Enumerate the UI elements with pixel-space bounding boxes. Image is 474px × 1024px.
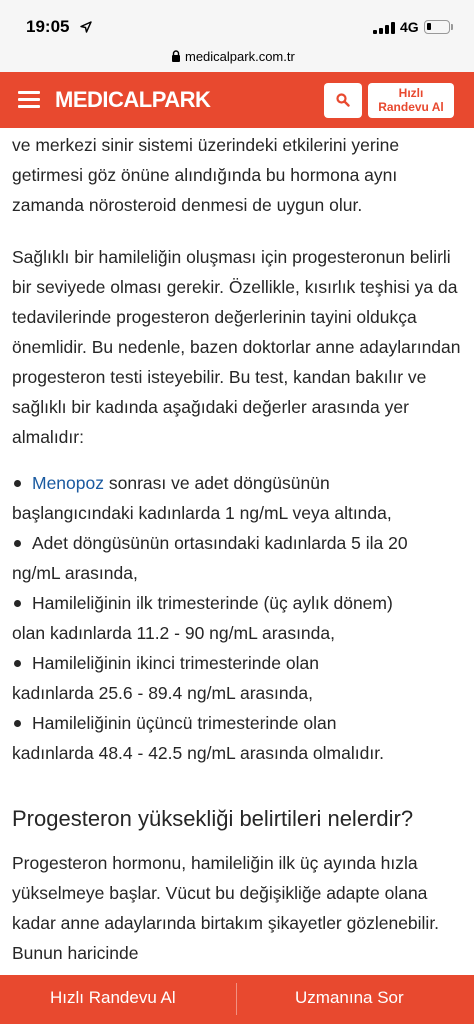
list-item: Adet döngüsünün ortasındaki kadınlarda 5 ila 20 ng/mL arasında, [12, 528, 464, 588]
list-item: Hamileliğinin ilk trimesterinde (üç aylık dönem) olan kadınlarda 11.2 - 90 ng/mL arasında, [12, 588, 464, 648]
quick-appointment-bottom-button[interactable]: Hızlı Randevu Al [50, 988, 176, 1007]
status-bar [0, 0, 474, 44]
lock-icon [171, 50, 181, 62]
divider [236, 983, 237, 1015]
article-paragraph: Sağlıklı bir hamileliğin oluşması için progesteronun belirli bir seviyede olması gerekir. Özellikle, kısırlık teşhisi ya da tedavilerinde progesteron değerlerinin tayini oldukça önemlidir. Bu nedenle, bazen doktorlar anne adaylarından progesteron testi isteyebilir. Bu test, kandan bakılır ve sağlıklı bir kadında aşağıdaki değerler arasında yer almalıdır: [12, 247, 461, 447]
search-button[interactable] [324, 83, 362, 118]
article-paragraph: Progesteron hormonu, hamileliğin ilk üç ayında hızla yükselmeye başlar. Vücut bu değişikliğe adapte olana kadar anne adaylarında birtakım şikayetler gözlenebilir. Bunun haricinde [12, 853, 440, 963]
menu-icon[interactable] [18, 91, 40, 109]
bottom-action-bar [0, 975, 474, 1024]
site-header [0, 72, 474, 128]
cellular-signal-icon [373, 22, 397, 34]
location-arrow-icon [80, 21, 92, 33]
search-icon [336, 93, 350, 107]
list-item: Menopoz sonrası ve adet döngüsünün başlangıcındaki kadınlarda 1 ng/mL veya altında, [12, 468, 464, 528]
article-content [12, 100, 464, 990]
site-logo[interactable]: MEDICALPARK [55, 87, 211, 112]
battery-icon [424, 20, 450, 34]
list-item: Hamileliğinin ikinci trimesterinde olan kadınlarda 25.6 - 89.4 ng/mL arasında, [12, 648, 464, 708]
quick-appointment-button[interactable]: Hızlı Randevu Al [368, 83, 454, 118]
network-type: 4G [400, 19, 419, 35]
ask-expert-button[interactable]: Uzmanına Sor [295, 988, 404, 1007]
article-paragraph: ve merkezi sinir sistemi üzerindeki etkilerini yerine getirmesi göz önüne alındığında bu hormona aynı zamanda nörosteroid denmesi de uygun olur. [12, 135, 400, 215]
battery-tip [451, 24, 453, 30]
menopause-link[interactable]: Menopoz [32, 473, 104, 493]
url-text[interactable]: medicalpark.com.tr [185, 49, 295, 64]
status-time: 19:05 [26, 17, 70, 36]
list-item: Hamileliğinin üçüncü trimesterinde olan kadınlarda 48.4 - 42.5 ng/mL arasında olmalıdır. [12, 708, 464, 768]
browser-url-bar[interactable] [0, 44, 474, 72]
progesterone-values-list [12, 468, 464, 768]
section-heading: Progesteron yüksekliği belirtileri nelerdir? [12, 806, 414, 831]
